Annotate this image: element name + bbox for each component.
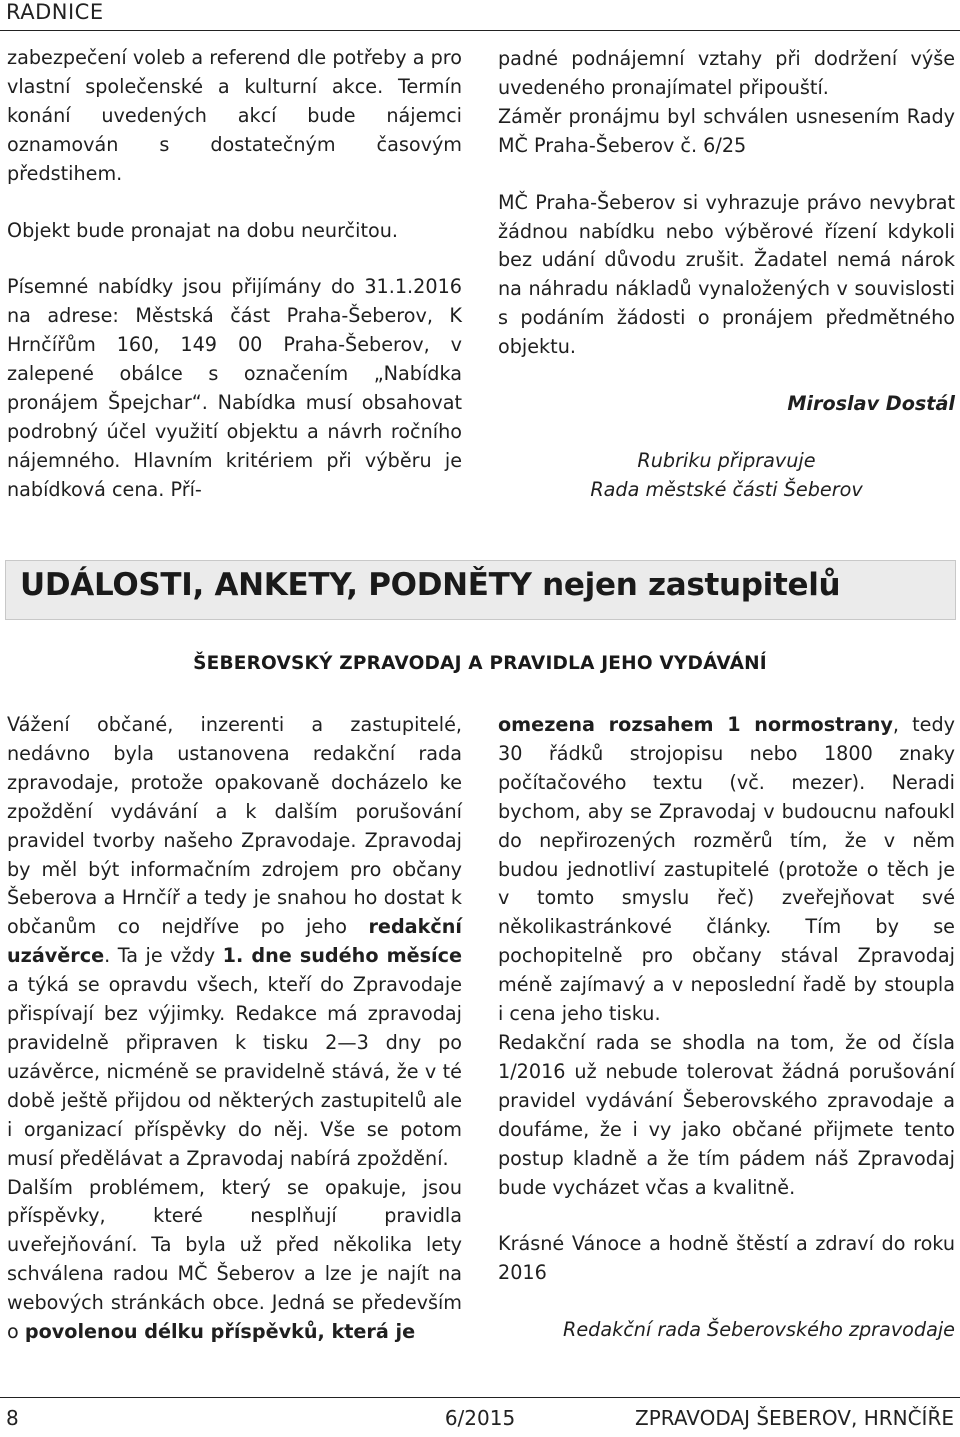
article-paragraph: Redakční rada se shodla na tom, že od čísla 1/2016 už nebude tolerovat žádná porušování pravidel vydávání Šeberovského zpravodaje a doufáme, že i vy jako občané přijmete tento postup kladně a že tím pádem náš Zpravodaj bude vycházet včas a kvalitně.	[498, 1030, 955, 1199]
publication-title: ZPRAVODAJ ŠEBEROV, HRNČÍŘE	[635, 1406, 954, 1430]
notice-left-column	[7, 44, 462, 505]
bold-text: omezena rozsahem 1 normostrany	[498, 713, 893, 736]
text-run: Dalším problémem, který se opakuje, jsou příspěvky, které nesplňují pravidla uveřejňování. Ta byla už před několika lety schválena radou MČ Šeberov a lze je najít na webových stránkách obce. Jedná se především o	[7, 1175, 462, 1344]
page-number: 8	[6, 1406, 19, 1430]
credit-line: Rubriku připravuje	[637, 448, 816, 472]
notice-paragraph: Písemné nabídky jsou přijímány do 31.1.2016 na adrese: Městská část Praha-Šeberov, K Hrnčířům 160, 149 00 Praha-Šeberov, v zalepené obálce s označením „Nabídka pronájem Špejchar“. Nabídka musí obsahovat podrobný účel využití objektu a návrh ročního nájemného. Hlavním kritériem při výběru je nabídková cena. Pří-	[7, 275, 462, 501]
bold-text: povolenou délku příspěvků, která je	[24, 1320, 416, 1344]
notice-paragraph: padné podnájemní vztahy při dodržení výše uvedeného pronajímatel připouští.	[498, 47, 955, 99]
bold-text: 1. dne sudého měsíce	[222, 944, 462, 968]
notice-right-column	[498, 45, 955, 505]
issue-number: 6/2015	[444, 1406, 516, 1430]
text-run: Vážení občané, inzerenti a zastupitelé, nedávno byla ustanovena redakční rada zpravodaje, protože opakovaně docházelo ke zpoždění vydávání a k dalším porušování pravidel tvorby našeho Zpravodaje. Zpravodaj by měl být informačním zdrojem pro občany Šeberova a Hrnčíř a tedy je snahou ho dostat k občanům co nejdříve po jeho	[7, 713, 462, 939]
text-run: a týká se opravdu všech, kteří do Zpravodaje přispívají bez výjimky. Redakce má zpravodaj pravidelně připraven k tisku 2—3 dny po uzávěrce, nicméně se pravidelně stává, že v té době ještě přijdou od některých zastupitelů ale i organizací příspěvky do něj. Vše se potom musí předělávat a Zpravodaj nabírá zpoždění.	[7, 973, 462, 1170]
article-right-column	[498, 711, 955, 1345]
bold-text: redakční uzávěrce	[7, 915, 462, 968]
section-header-bar	[0, 0, 960, 31]
article-heading: ŠEBEROVSKÝ ZPRAVODAJ A PRAVIDLA JEHO VYDÁVÁNÍ	[193, 653, 767, 674]
notice-paragraph: zabezpečení voleb a referend dle potřeby a pro vlastní společenské a kulturní akce. Termín konání uvedených akcí bude nájemci oznamován s dostatečným časovým předstihem.	[7, 46, 462, 185]
article-paragraph	[7, 711, 462, 1174]
credit-line: Rada městské části Šeberov	[590, 477, 863, 501]
banner-title: UDÁLOSTI, ANKETY, PODNĚTY nejen zastupitelů	[20, 567, 841, 603]
notice-paragraph: MČ Praha-Šeberov si vyhrazuje právo nevybrat žádnou nabídku nebo výběrové řízení kdykoli bez udání důvodu zrušit. Žadatel nemá nárok na náhradu nákladů vynaložených v souvislosti s podáním žádosti o pronájem předmětného objektu.	[498, 190, 955, 359]
article-paragraph: Krásné Vánoce a hodně štěstí a zdraví do roku 2016	[498, 1232, 955, 1285]
text-run: , tedy 30 řádků strojopisu nebo 1800 znaky počítačového textu (vč. mezer). Neradi bychom, aby se Zpravodaj v budoucnu nafoukl do nepřirozených rozměrů tím, že v něm budou jednotliví zastupitelé (protože o těch je v tomto smyslu řeč) zveřejňovat své několikastránkové články. Tím by se pochopitelně pro občany stával Zpravodaj méně zajímavý a v neposlední řadě by stoupla i cena jeho tisku.	[498, 713, 955, 1026]
article-signature: Redakční rada Šeberovského zpravodaje	[563, 1318, 955, 1342]
notice-paragraph: Objekt bude pronajat na dobu neurčitou.	[7, 218, 398, 242]
notice-paragraph: Záměr pronájmu byl schválen usnesením Rady MČ Praha-Šeberov č. 6/25	[498, 104, 955, 157]
notice-signature: Miroslav Dostál	[787, 392, 955, 416]
text-run: . Ta je vždy	[104, 944, 223, 968]
section-banner	[5, 560, 956, 620]
article-paragraph	[498, 711, 955, 1029]
article-left-column	[7, 711, 462, 1347]
section-label: RADNICE	[6, 0, 104, 24]
footer-divider	[0, 1397, 960, 1398]
article-paragraph	[7, 1174, 462, 1347]
